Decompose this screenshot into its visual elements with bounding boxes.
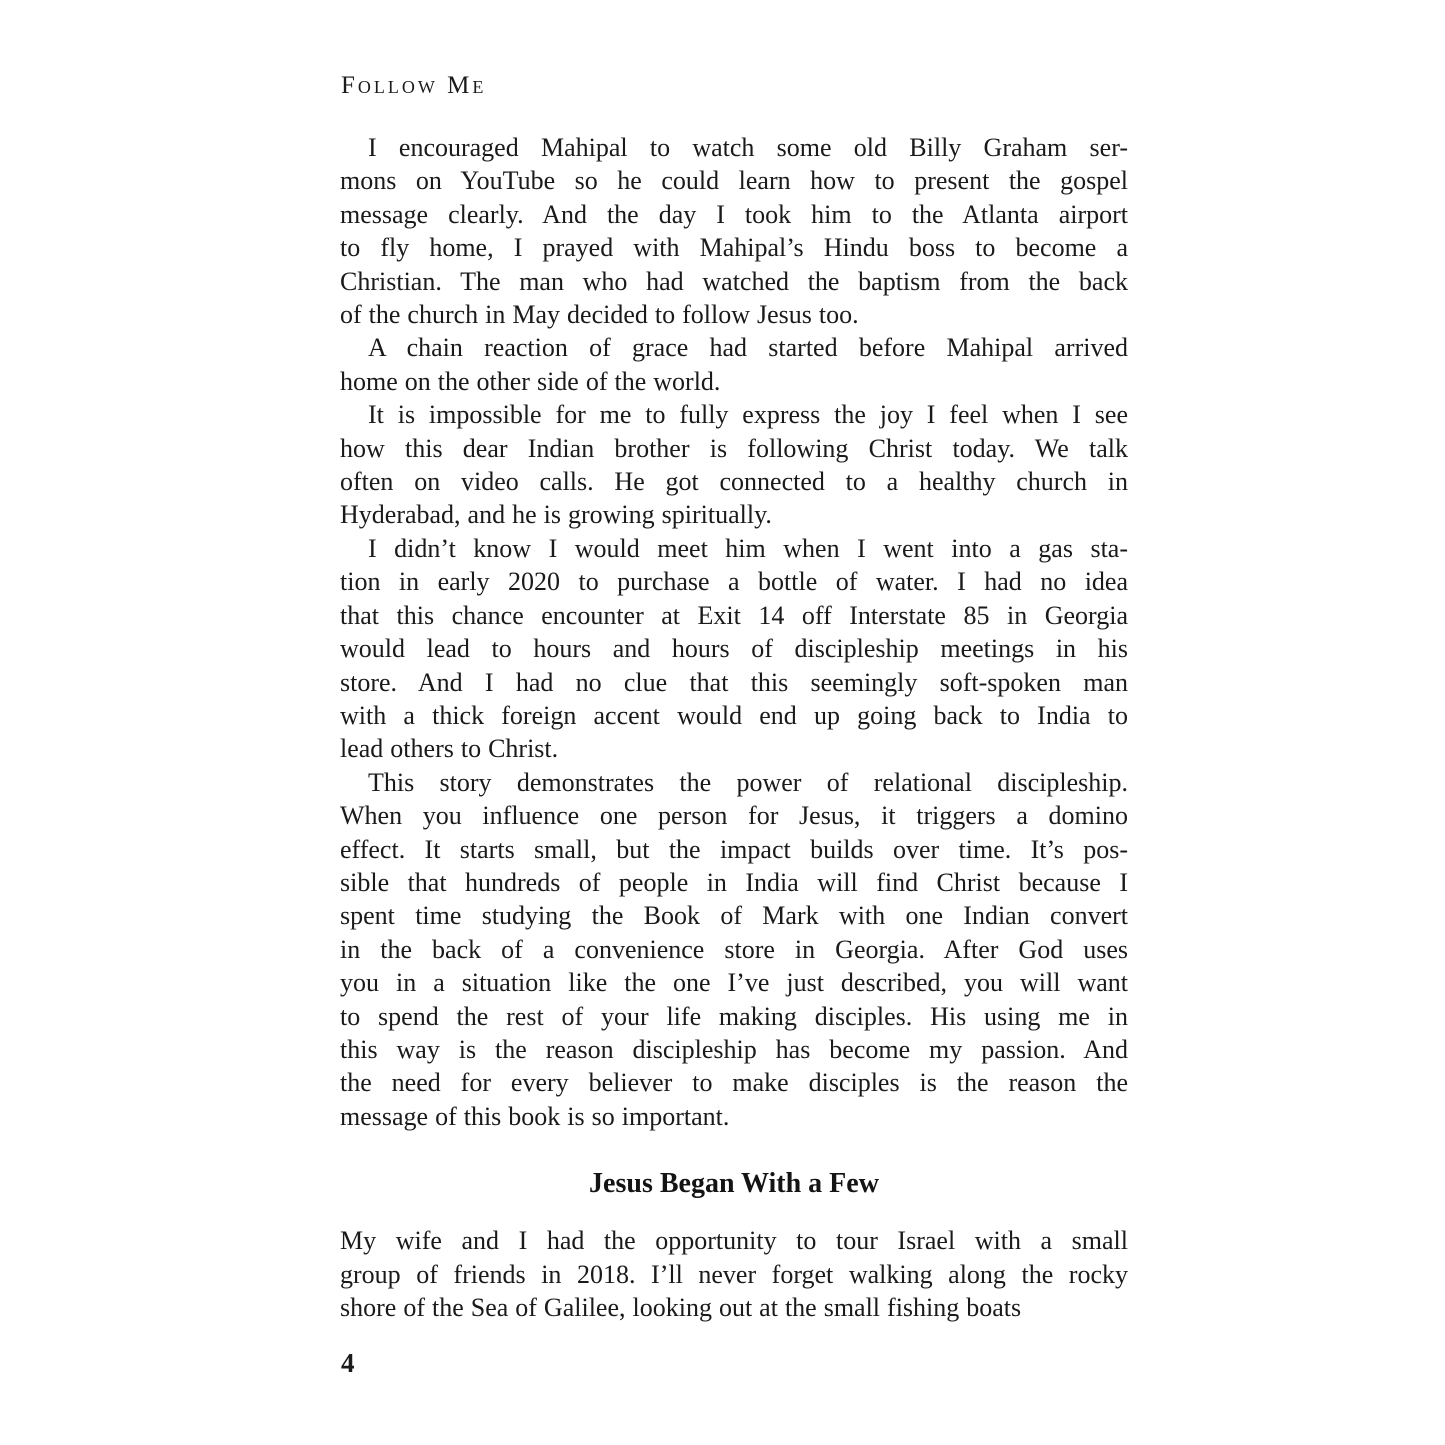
- paragraph-line: tion in early 2020 to purchase a bottle of water. I had no idea: [340, 567, 1128, 597]
- paragraph-line: lead others to Christ.: [340, 734, 559, 764]
- paragraph-line: to spend the rest of your life making disciples. His using me in: [340, 1001, 1128, 1031]
- paragraph-line: shore of the Sea of Galilee, looking out at the small fishing boats: [340, 1293, 1022, 1322]
- paragraph-line: sible that hundreds of people in India will find Christ because I: [340, 867, 1128, 897]
- paragraph-line: spent time studying the Book of Mark with one Indian convert: [340, 901, 1128, 931]
- paragraph-line: you in a situation like the one I’ve just described, you will want: [340, 968, 1128, 998]
- paragraph-line: would lead to hours and hours of discipleship meetings in his: [340, 634, 1128, 664]
- paragraph-line: I encouraged Mahipal to watch some old Billy Graham ser-: [368, 133, 1128, 162]
- paragraph-line: how this dear Indian brother is following Christ today. We talk: [340, 433, 1128, 463]
- paragraph-line: this way is the reason discipleship has become my passion. And: [340, 1034, 1128, 1064]
- paragraph-line: to fly home, I prayed with Mahipal’s Hindu boss to become a: [340, 233, 1128, 263]
- paragraph-line: with a thick foreign accent would end up going back to India to: [340, 700, 1128, 730]
- paragraph: [340, 766, 1128, 1133]
- paragraph-line: message of this book is so important.: [340, 1101, 730, 1131]
- paragraph-line: This story demonstrates the power of relational discipleship.: [368, 767, 1128, 797]
- paragraph-line: It is impossible for me to fully express the joy I feel when I see: [368, 400, 1128, 430]
- paragraph-line: Hyderabad, and he is growing spiritually.: [340, 500, 772, 530]
- paragraph-line: Christian. The man who had watched the baptism from the back: [340, 266, 1128, 296]
- paragraph-line: store. And I had no clue that this seemingly soft-spoken man: [340, 667, 1128, 697]
- page-number: 4: [341, 1348, 355, 1378]
- paragraph-line: effect. It starts small, but the impact builds over time. It’s pos-: [340, 834, 1128, 864]
- paragraph-line: of the church in May decided to follow Jesus too.: [340, 300, 859, 330]
- paragraph-line: home on the other side of the world.: [340, 366, 721, 396]
- paragraph-line: the need for every believer to make disciples is the reason the: [340, 1068, 1128, 1098]
- paragraph-line: group of friends in 2018. I’ll never forget walking along the rocky: [340, 1259, 1128, 1289]
- section-heading: Jesus Began With a Few: [589, 1168, 879, 1200]
- paragraph-line: often on video calls. He got connected to a healthy church in: [340, 467, 1128, 497]
- paragraph: [340, 131, 1128, 331]
- paragraph-line: I didn’t know I would meet him when I went into a gas sta-: [368, 533, 1128, 563]
- paragraph-line: When you influence one person for Jesus, it triggers a domino: [340, 801, 1128, 831]
- paragraph-line: My wife and I had the opportunity to tour Israel with a small: [340, 1226, 1128, 1256]
- paragraph: [340, 1224, 1128, 1324]
- paragraph-line: A chain reaction of grace had started before Mahipal arrived: [368, 333, 1128, 363]
- paragraph: [340, 398, 1128, 532]
- paragraph: [340, 331, 1128, 398]
- paragraph-line: that this chance encounter at Exit 14 off Interstate 85 in Georgia: [340, 600, 1128, 630]
- paragraph: [340, 532, 1128, 766]
- paragraph-line: mons on YouTube so he could learn how to present the gospel: [340, 166, 1128, 196]
- body-text: [340, 131, 1128, 1324]
- paragraph-line: message clearly. And the day I took him to the Atlanta airport: [340, 199, 1128, 229]
- running-header: Follow Me: [341, 72, 487, 99]
- paragraph-line: in the back of a convenience store in Georgia. After God uses: [340, 934, 1128, 964]
